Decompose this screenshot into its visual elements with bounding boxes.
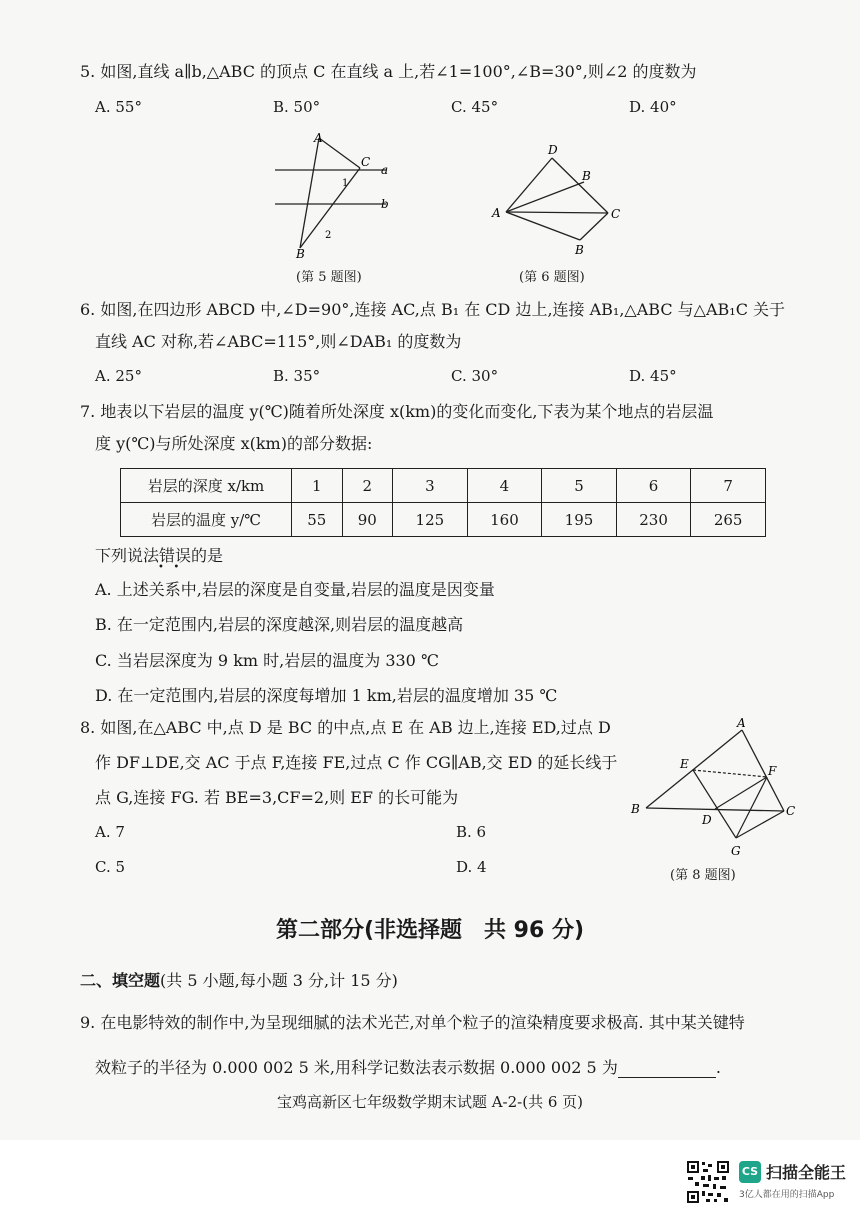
q8-figure-caption: (第 8 题图) [670, 868, 736, 883]
label-c: C [786, 804, 796, 818]
q6-figure [488, 140, 628, 260]
section-note: (共 5 小题,每小题 3 分,计 15 分) [160, 971, 398, 990]
table-cell: 1 [292, 469, 343, 503]
q5-stem: 5. 如图,直线 a∥b,△ABC 的顶点 C 在直线 a 上,若∠1=100°,∠B=30°,则∠2 的度数为 [80, 62, 697, 81]
side-ac [742, 730, 784, 811]
table-header-temperature: 岩层的温度 y/℃ [121, 503, 292, 537]
label-a: A [737, 716, 746, 730]
label-c: C [611, 207, 621, 221]
label-d: D [702, 813, 712, 827]
side-ab [506, 212, 580, 240]
camscanner-logo-icon: CS [739, 1161, 761, 1183]
q5-option-d: D. 40° [629, 98, 677, 116]
q8-stem-line1: 8. 如图,在△ABC 中,点 D 是 BC 的中点,点 E 在 AB 边上,连接 ED,过点 D [80, 718, 611, 737]
q8-option-a: A. 7 [95, 823, 125, 841]
table-cell: 160 [467, 503, 542, 537]
table-cell: 5 [542, 469, 617, 503]
q7-data-table [120, 468, 766, 537]
qr-code-icon [686, 1160, 730, 1204]
q9-end: . [715, 1058, 721, 1077]
table-cell: 7 [691, 469, 766, 503]
section-heading: 二、填空题 [80, 971, 161, 990]
side-dc [552, 158, 608, 213]
side-ad [506, 158, 552, 212]
q9-stem-line1: 9. 在电影特效的制作中,为呈现细腻的法术光芒,对单个粒子的渲染精度要求极高. 其中某关键特 [80, 1013, 745, 1032]
table-cell: 230 [616, 503, 691, 537]
scanner-watermark [686, 1160, 856, 1206]
label-b: B [575, 243, 584, 257]
label-b1: B [582, 169, 591, 183]
section-heading-line [80, 971, 398, 991]
side-ab1 [506, 182, 584, 212]
table-cell: 265 [691, 503, 766, 537]
q7-prompt: 下列说法错误的是 [95, 546, 224, 565]
q8-stem-line3: 点 G,连接 FG. 若 BE=3,CF=2,则 EF 的长可能为 [95, 788, 459, 807]
side-ab [300, 138, 319, 248]
label-d: D [548, 143, 558, 157]
label-a: A [492, 206, 501, 220]
q6-option-b: B. 35° [273, 367, 321, 385]
q5-option-a: A. 55° [95, 98, 142, 116]
label-angle-1: 1 [342, 178, 349, 189]
q8-figure [626, 714, 796, 864]
label-a: A [314, 131, 323, 145]
q8-option-c: C. 5 [95, 858, 126, 876]
label-f: F [768, 764, 777, 778]
q8-stem-line2: 作 DF⊥DE,交 AC 于点 F,连接 FE,过点 C 作 CG∥AB,交 ED 的延长线于 [95, 753, 618, 772]
label-b: B [296, 247, 305, 261]
diag-ac [506, 212, 608, 213]
table-row-depth [121, 469, 766, 503]
q6-figure-caption: (第 6 题图) [519, 270, 585, 285]
side-bc [580, 213, 608, 240]
q6-option-c: C. 30° [451, 367, 499, 385]
q8-option-d: D. 4 [456, 858, 487, 876]
table-cell: 55 [292, 503, 343, 537]
table-row-temperature [121, 503, 766, 537]
table-cell: 195 [542, 503, 617, 537]
label-e: E [680, 757, 689, 771]
scanner-app-name: 扫描全能王 [766, 1163, 847, 1182]
segment-eg [693, 770, 736, 838]
side-ac [319, 138, 360, 168]
q7-option-a: A. 上述关系中,岩层的深度是自变量,岩层的温度是因变量 [95, 580, 495, 599]
scanner-tagline: 3亿人都在用的扫描App [739, 1190, 835, 1200]
answer-blank[interactable] [618, 1061, 716, 1078]
q6-option-d: D. 45° [629, 367, 677, 385]
q5-option-c: C. 45° [451, 98, 499, 116]
q5-option-b: B. 50° [273, 98, 321, 116]
label-line-a: a [381, 163, 389, 177]
part-two-title: 第二部分(非选择题 共 96 分) [275, 918, 585, 943]
q6-stem-line2: 直线 AC 对称,若∠ABC=115°,则∠DAB₁ 的度数为 [95, 332, 462, 351]
q9-stem-line2-wrap [95, 1058, 721, 1078]
page-footer: 宝鸡高新区七年级数学期末试题 A-2-(共 6 页) [276, 1093, 584, 1111]
q9-stem-line2: 效粒子的半径为 0.000 002 5 米,用科学记数法表示数据 0.000 002 5 为 [95, 1058, 618, 1077]
q6-stem-line1: 6. 如图,在四边形 ABCD 中,∠D=90°,连接 AC,点 B₁ 在 CD 边上,连接 AB₁,△ABC 与△AB₁C 关于 [80, 300, 786, 319]
label-angle-2: 2 [325, 230, 332, 241]
table-header-depth: 岩层的深度 x/km [121, 469, 292, 503]
label-b: B [631, 802, 640, 816]
table-cell: 2 [342, 469, 393, 503]
q7-stem-line2: 度 y(℃)与所处深度 x(km)的部分数据: [95, 434, 373, 453]
q7-stem-line1: 7. 地表以下岩层的温度 y(℃)随着所处深度 x(km)的变化而变化,下表为某个地点的岩层温 [80, 402, 714, 421]
emphasis-dots: • • [158, 562, 180, 573]
q6-option-a: A. 25° [95, 367, 142, 385]
label-c: C [361, 155, 371, 169]
side-ab [646, 730, 742, 808]
table-cell: 125 [393, 503, 468, 537]
table-cell: 6 [616, 469, 691, 503]
table-cell: 4 [467, 469, 542, 503]
segment-ef [693, 770, 767, 777]
table-cell: 90 [342, 503, 393, 537]
label-line-b: b [381, 197, 389, 211]
q7-option-b: B. 在一定范围内,岩层的深度越深,则岩层的温度越高 [95, 615, 464, 634]
label-g: G [731, 844, 741, 858]
q5-figure [270, 128, 400, 263]
q7-option-d: D. 在一定范围内,岩层的深度每增加 1 km,岩层的温度增加 35 ℃ [95, 686, 558, 705]
q8-option-b: B. 6 [456, 823, 487, 841]
q7-option-c: C. 当岩层深度为 9 km 时,岩层的温度为 330 ℃ [95, 651, 439, 670]
table-cell: 3 [393, 469, 468, 503]
q5-figure-caption: (第 5 题图) [296, 270, 362, 285]
